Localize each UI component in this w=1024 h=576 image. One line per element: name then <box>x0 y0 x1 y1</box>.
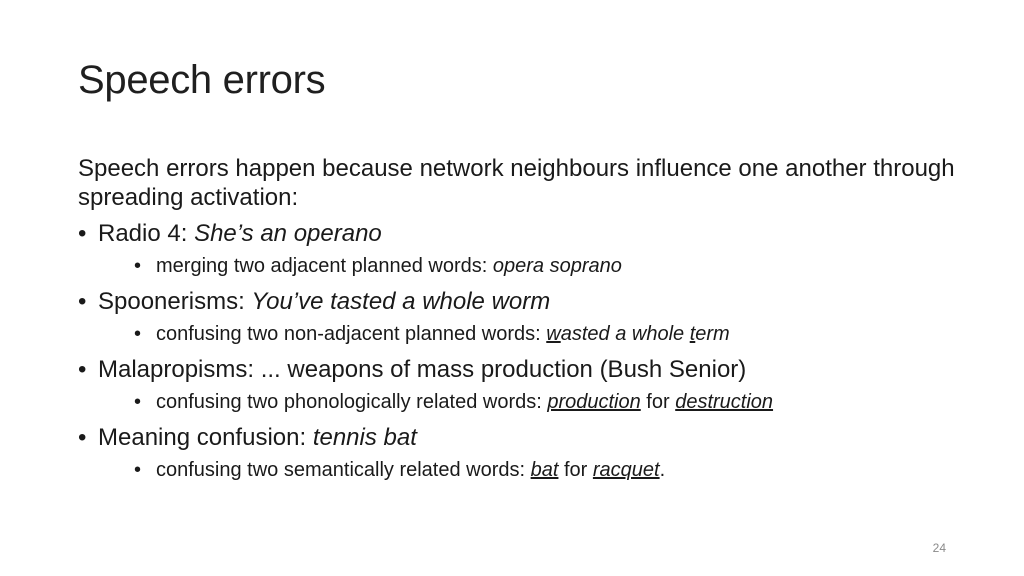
bullet-example: You’ve tasted a whole worm <box>251 288 551 315</box>
sentence-period: . <box>659 459 666 481</box>
page-number: 24 <box>932 541 946 555</box>
bullet-malapropisms <box>78 354 958 416</box>
word-destruction: destruction <box>675 391 774 413</box>
example-end: erm <box>695 323 730 345</box>
bullet-meaning-confusion <box>78 422 958 484</box>
slide-title: Speech errors <box>78 58 326 102</box>
slide-body <box>78 154 958 490</box>
sub-bullet-list <box>98 388 958 416</box>
bullet-label: Spoonerisms: <box>98 288 252 315</box>
bullet-radio-4 <box>78 218 958 280</box>
bullet-spoonerisms <box>78 286 958 348</box>
connector-for: for <box>558 459 593 481</box>
sub-bullet-text: merging two adjacent planned words: <box>156 255 493 277</box>
word-production: production <box>547 391 641 413</box>
underlined-letter-w: w <box>546 323 561 345</box>
sub-bullet-text: confusing two semantically related words: <box>156 459 531 481</box>
sub-bullet-list <box>98 320 958 348</box>
sub-bullet-list <box>98 252 958 280</box>
example-middle: asted a whole <box>560 323 690 345</box>
underlined-letter-t: t <box>689 323 696 345</box>
sub-bullet-list <box>98 456 958 484</box>
sub-bullet-text: confusing two non-adjacent planned words: <box>156 323 547 345</box>
connector-for: for <box>640 391 676 413</box>
word-racquet: racquet <box>592 459 660 481</box>
sub-bullet-non-adjacent <box>118 320 958 348</box>
bullet-example: She’s an operano <box>194 220 382 247</box>
sub-bullet-example: opera soprano <box>492 255 622 277</box>
bullet-label: Malapropisms: ... weapons of mass production (Bush Senior) <box>98 356 747 383</box>
bullet-list <box>78 218 958 484</box>
bullet-label: Meaning confusion: <box>98 424 313 451</box>
sub-bullet-merging <box>118 252 958 280</box>
word-bat: bat <box>530 459 559 481</box>
sub-bullet-phonological <box>118 388 958 416</box>
bullet-example: tennis bat <box>312 424 417 451</box>
sub-bullet-text: confusing two phonologically related words: <box>156 391 548 413</box>
sub-bullet-semantic <box>118 456 958 484</box>
intro-text: Speech errors happen because network neighbours influence one another through spreading activation: <box>78 155 955 211</box>
bullet-label: Radio 4: <box>98 220 195 247</box>
